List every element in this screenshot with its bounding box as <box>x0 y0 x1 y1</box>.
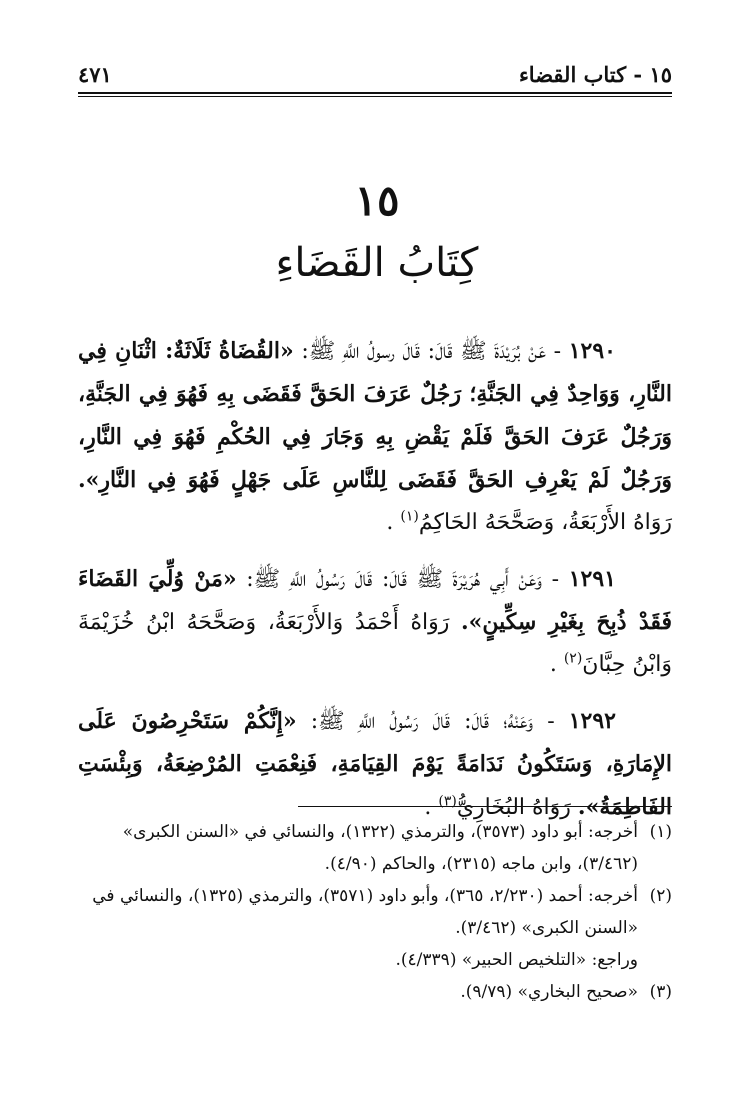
hadith-intro: وَعَنْ أَبِي هُرَيْرَةَ ﷺ قَالَ: قَالَ رَسُولُ اللَّهِ ﷺ: <box>246 567 543 592</box>
hadith-source: رَوَاهُ البُخَارِيُّ <box>456 795 571 820</box>
hadith-paragraph: ١٢٩٢ - وَعَنْهُ؛ قَالَ: قَالَ رَسُولُ اللَّهِ ﷺ: «إِنَّكُمْ سَتَحْرِصُونَ عَلَى الإِمَارَةِ، وَسَتَكُونُ نَدَامَةً يَوْمَ القِيَامَةِ، فَنِعْمَتِ المُرْضِعَةُ، وَبِئْسَتِ الفَاطِمَةُ». رَوَاهُ البُخَارِيُّ$^{(٣)}$ . <box>78 708 672 820</box>
header-rule <box>78 96 672 97</box>
hadith-intro: وَعَنْهُ؛ قَالَ: قَالَ رَسُولُ اللَّهِ ﷺ: <box>310 709 534 734</box>
footnote-ref: (٣) <box>438 793 457 810</box>
footnote-text: أخرجه: أبو داود (٣٥٧٣)، والترمذي (١٣٢٢)، والنسائي في «السنن الكبرى» (٣/٤٦٢)، وابن ماجه (٢٣١٥)، والحاكم (٤/٩٠). <box>122 822 638 874</box>
hadith-matn: «مَنْ وُلِّيَ القَضَاءَ فَقَدْ ذُبِحَ بِغَيْرِ سِكِّينٍ». <box>78 566 673 635</box>
running-header-title: ١٥ - كتاب القضاء <box>518 61 672 87</box>
hadith-intro: عَنْ بُرَيْدَةَ ﷺ قَالَ: قَالَ رسولُ اللَّهِ ﷺ: <box>301 339 547 364</box>
hadith-paragraph: ١٢٩٠ - عَنْ بُرَيْدَةَ ﷺ قَالَ: قَالَ رسولُ اللَّهِ ﷺ: «القُضَاةُ ثَلَاثَةٌ: اثْنَانِ فِي النَّارِ، وَوَاحِدٌ فِي الجَنَّةِ؛ رَجُلٌ عَرَفَ الحَقَّ فَقَضَى بِهِ فَهُوَ فِي الجَنَّةِ، وَرَجُلٌ عَرَفَ الحَقَّ فَلَمْ يَقْضِ بِهِ وَجَارَ فِي الحُكْمِ فَهُوَ فِي النَّارِ، وَرَجُلٌ لَمْ يَعْرِفِ الحَقَّ فَقَضَى لِلنَّاسِ عَلَى جَهْلٍ فَهُوَ فِي النَّارِ». رَوَاهُ الأَرْبَعَةُ، وَصَحَّحَهُ الحَاكِمُ$^{(١)}$ . <box>78 338 672 535</box>
hadith-end: . <box>424 795 432 820</box>
hadith-source: رَوَاهُ الأَرْبَعَةُ، وَصَحَّحَهُ الحَاكِمُ <box>418 510 672 535</box>
hadith-end: . <box>549 652 557 677</box>
chapter-title: كِتَابُ القَضَاءِ <box>275 240 479 286</box>
footnote <box>78 944 672 976</box>
footnote-text: أخرجه: أحمد (٢/٢٣٠، ٣٦٥)، وأبو داود (٣٥٧١)، والترمذي (١٣٢٥)، والنسائي في «السنن الكبرى» (٣/٤٦٢). <box>92 886 638 938</box>
footnote-ref: (١) <box>400 508 419 525</box>
footnote-number: (١) <box>649 822 672 842</box>
hadith-matn: «القُضَاةُ ثَلَاثَةٌ: اثْنَانِ فِي النَّارِ، وَوَاحِدٌ فِي الجَنَّةِ؛ رَجُلٌ عَرَفَ الحَقَّ فَقَضَى بِهِ فَهُوَ فِي الجَنَّةِ، وَرَجُلٌ عَرَفَ الحَقَّ فَلَمْ يَقْضِ بِهِ وَجَارَ فِي الحُكْمِ فَهُوَ فِي النَّارِ، وَرَجُلٌ لَمْ يَعْرِفِ الحَقَّ فَقَضَى لِلنَّاسِ عَلَى جَهْلٍ فَهُوَ فِي النَّارِ». <box>78 338 672 493</box>
footnote-text: وراجع: «التلخيص الحبير» (٤/٣٣٩). <box>395 950 638 970</box>
chapter-number: ١٥ <box>354 176 400 225</box>
hadith-matn: «إِنَّكُمْ سَتَحْرِصُونَ عَلَى الإِمَارَةِ، وَسَتَكُونُ نَدَامَةً يَوْمَ القِيَامَةِ، فَنِعْمَتِ المُرْضِعَةُ، وَبِئْسَتِ الفَاطِمَةُ». <box>78 708 672 820</box>
hadith-source: رَوَاهُ أَحْمَدُ وَالأَرْبَعَةُ، وَصَحَّحَهُ ابْنُ خُزَيْمَةَ وَابْنُ حِبَّانَ <box>78 610 672 677</box>
hadith-number: ١٢٩١ <box>568 566 616 592</box>
hadith-body <box>78 330 672 843</box>
page-number: ٤٧١ <box>78 61 112 87</box>
footnotes <box>78 816 672 1008</box>
footnote-text: «صحيح البخاري» (٩/٧٩). <box>460 982 638 1002</box>
running-header <box>78 56 672 94</box>
footnote <box>78 976 672 1008</box>
footnote <box>78 816 672 880</box>
hadith-paragraph: ١٢٩١ - وَعَنْ أَبِي هُرَيْرَةَ ﷺ قَالَ: قَالَ رَسُولُ اللَّهِ ﷺ: «مَنْ وُلِّيَ القَضَاءَ فَقَدْ ذُبِحَ بِغَيْرِ سِكِّينٍ». رَوَاهُ أَحْمَدُ وَالأَرْبَعَةُ، وَصَحَّحَهُ ابْنُ خُزَيْمَةَ وَابْنُ حِبَّانَ$^{(٢)}$ . <box>78 566 673 677</box>
footnote-number: (٢) <box>649 886 672 906</box>
hadith-number: ١٢٩٢ <box>568 708 616 734</box>
footnote-number: (٣) <box>649 982 672 1002</box>
footnote <box>78 880 672 944</box>
hadith-end: . <box>386 510 394 535</box>
hadith-number: ١٢٩٠ <box>568 338 616 364</box>
footnote-separator <box>298 806 672 807</box>
footnote-ref: (٢) <box>563 650 583 667</box>
